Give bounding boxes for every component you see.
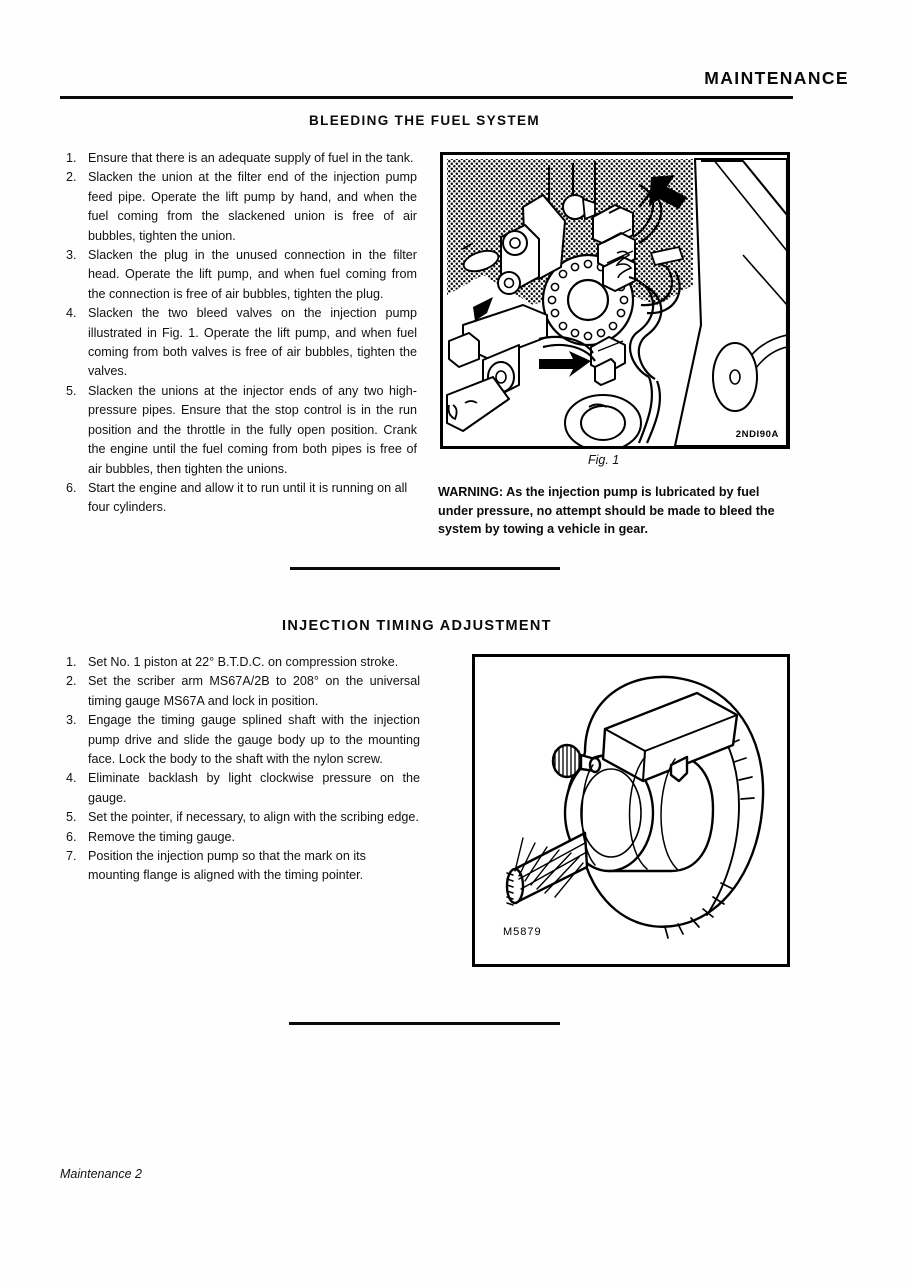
figure-1-caption: Fig. 1: [588, 453, 620, 467]
step-text: Slacken the unions at the injector ends of any two high-pressure pipes. Ensure that the stop control is in the run position and the throttle in the fully open position. Crank the engine until the fuel coming from both pipes is free of air bubbles, then tighten the unions.: [88, 383, 417, 476]
figure-1-artwork: [443, 155, 787, 446]
step-text: Slacken the two bleed valves on the injection pump illustrated in Fig. 1. Operate the lift pump, and when fuel coming from both valves is free of air bubbles, tighten the valves.: [88, 306, 417, 379]
step-text: Slacken the union at the filter end of the injection pump feed pipe. Operate the lift pump by hand, and when the fuel coming from the slackened union is free of air bubbles, tighten the union.: [88, 170, 417, 243]
step-text: Set No. 1 piston at 22° B.T.D.C. on compression stroke.: [88, 655, 399, 669]
step-text: Remove the timing gauge.: [88, 829, 236, 844]
figure-2-code-label: M5879: [503, 926, 542, 938]
list-item: [62, 479, 417, 518]
step-number: 2.: [66, 674, 77, 689]
figure-2-timing-gauge-illustration: [472, 654, 790, 967]
list-item: [62, 653, 420, 672]
warning-text: As the injection pump is lubricated by fuel under pressure, no attempt should be made to bleed the system by towing a vehicle in gear.: [438, 485, 775, 537]
step-number: 1.: [66, 151, 77, 165]
list-item: [62, 149, 417, 168]
timing-steps-list: [62, 653, 420, 886]
list-item: [62, 672, 420, 711]
step-number: 4.: [66, 771, 77, 786]
list-item: [62, 769, 420, 808]
step-number: 5.: [66, 383, 77, 398]
list-item: [62, 808, 420, 827]
step-number: 2.: [66, 170, 77, 185]
page-footer: Maintenance 2: [60, 1167, 143, 1181]
step-number: 6.: [66, 829, 77, 844]
list-item: [62, 382, 417, 479]
section-title-bleeding-the-fuel-system: BLEEDING THE FUEL SYSTEM: [309, 113, 540, 128]
step-text: Engage the timing gauge splined shaft with the injection pump drive and slide the gauge body up to the mounting face. Lock the body to the shaft with the nylon screw.: [88, 713, 420, 767]
header-divider-rule: [60, 96, 793, 99]
step-text: Eliminate backlash by light clockwise pressure on the gauge.: [88, 771, 420, 805]
step-text: Ensure that there is an adequate supply of fuel in the tank.: [88, 151, 414, 165]
step-text: Position the injection pump so that the mark on its mounting flange is aligned with the timing pointer.: [88, 849, 366, 883]
step-number: 3.: [66, 248, 77, 263]
list-item: [62, 168, 417, 246]
bleeding-steps-list: [62, 149, 417, 518]
step-text: Set the scriber arm MS67A/2B to 208° on the universal timing gauge MS67A and lock in position.: [88, 674, 420, 708]
step-number: 3.: [66, 713, 77, 728]
list-item: [62, 304, 417, 382]
warning-note: [438, 483, 794, 539]
figure-2-artwork: [475, 657, 787, 964]
step-number: 6.: [66, 480, 77, 495]
step-text: Slacken the plug in the unused connection in the filter head. Operate the lift pump, and when fuel coming from the connection is free of air bubbles, tighten the plug.: [88, 248, 417, 301]
step-number: 1.: [66, 655, 77, 669]
step-text: Start the engine and allow it to run until it is running on all four cylinders.: [88, 480, 408, 515]
list-item: [62, 828, 420, 847]
section-divider-rule-2: [289, 1022, 560, 1025]
list-item: [62, 847, 420, 886]
figure-1-code-label: 2NDI90A: [735, 429, 779, 440]
step-number: 7.: [66, 849, 77, 864]
warning-label: WARNING:: [438, 485, 504, 499]
step-number: 4.: [66, 306, 77, 321]
page-header-title: MAINTENANCE: [704, 68, 849, 88]
section-title-injection-timing-adjustment: INJECTION TIMING ADJUSTMENT: [282, 618, 552, 634]
step-text: Set the pointer, if necessary, to align with the scribing edge.: [88, 810, 419, 825]
list-item: [62, 246, 417, 304]
section-divider-rule-1: [290, 567, 560, 570]
list-item: [62, 711, 420, 769]
arrow-lower: [539, 351, 591, 377]
step-number: 5.: [66, 810, 77, 825]
figure-1-injection-pump-illustration: [440, 152, 790, 449]
